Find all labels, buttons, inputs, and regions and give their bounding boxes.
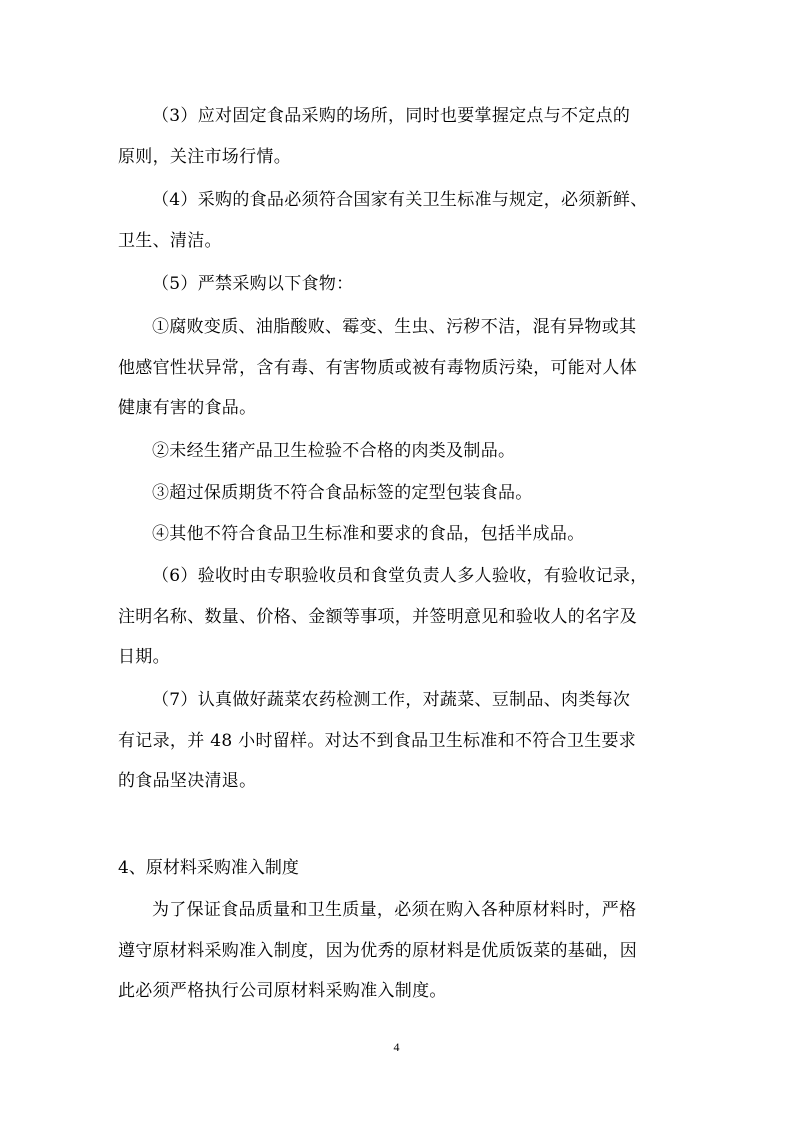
text-line: 他感官性状异常，含有毒、有害物质或被有毒物质污染，可能对人体 (118, 357, 637, 378)
paragraph-item-6 (118, 556, 678, 678)
paragraph-sub-item-3 (118, 473, 678, 514)
text-line: （7）认真做好蔬菜农药检测工作，对蔬菜、豆制品、肉类每次 (152, 690, 631, 710)
text-line: 有记录，并 48 小时留样。对达不到食品卫生标准和不符合卫生要求 (118, 730, 637, 751)
text-line: 此必须严格执行公司原材料采购准入制度。 (118, 981, 447, 1001)
paragraph-sub-item-2 (118, 431, 678, 472)
text-line: 卫生、清洁。 (118, 230, 222, 251)
paragraph-sub-item-4 (118, 514, 678, 555)
section-paragraph (118, 890, 678, 1012)
page-number: 4 (393, 1040, 400, 1054)
text-line: ②未经生猪产品卫生检验不合格的肉类及制品。 (152, 441, 516, 461)
text-line: 健康有害的食品。 (118, 398, 257, 418)
text-line: 日期。 (118, 647, 170, 667)
text-line: 原则，关注市场行情。 (118, 146, 291, 167)
paragraph-item-5 (118, 264, 678, 305)
text-line: （6）验收时由专职验收员和食堂负责人多人验收，有验收记录， (152, 566, 648, 586)
text-line: （4）采购的食品必须符合国家有关卫生标准与规定，必须新鲜、 (152, 190, 648, 210)
text-line: ④其他不符合食品卫生标准和要求的食品，包括半成品。 (152, 524, 585, 544)
text-line: ①腐败变质、油脂酸败、霉变、生虫、污秽不洁，混有异物或其 (152, 317, 637, 337)
text-line: （3）应对固定食品采购的场所，同时也要掌握定点与不定点的 (152, 106, 631, 126)
text-line: 遵守原材料采购准入制度，因为优秀的原材料是优质饭菜的基础，因 (118, 940, 637, 961)
paragraph-item-3 (118, 96, 678, 177)
section-heading: 4、原材料采购准入制度 (118, 858, 299, 878)
text-line: 为了保证食品质量和卫生质量，必须在购入各种原材料时，严格 (152, 900, 637, 920)
paragraph-item-7 (118, 680, 678, 802)
text-line: （5）严禁采购以下食物： (152, 274, 354, 294)
text-line: 注明名称、数量、价格、金额等事项，并签明意见和验收人的名字及 (118, 606, 637, 627)
text-line: 的食品坚决清退。 (118, 771, 257, 791)
text-line: ③超过保质期货不符合食品标签的定型包装食品。 (152, 483, 533, 503)
paragraph-item-4 (118, 180, 678, 261)
paragraph-sub-item-1 (118, 307, 678, 429)
